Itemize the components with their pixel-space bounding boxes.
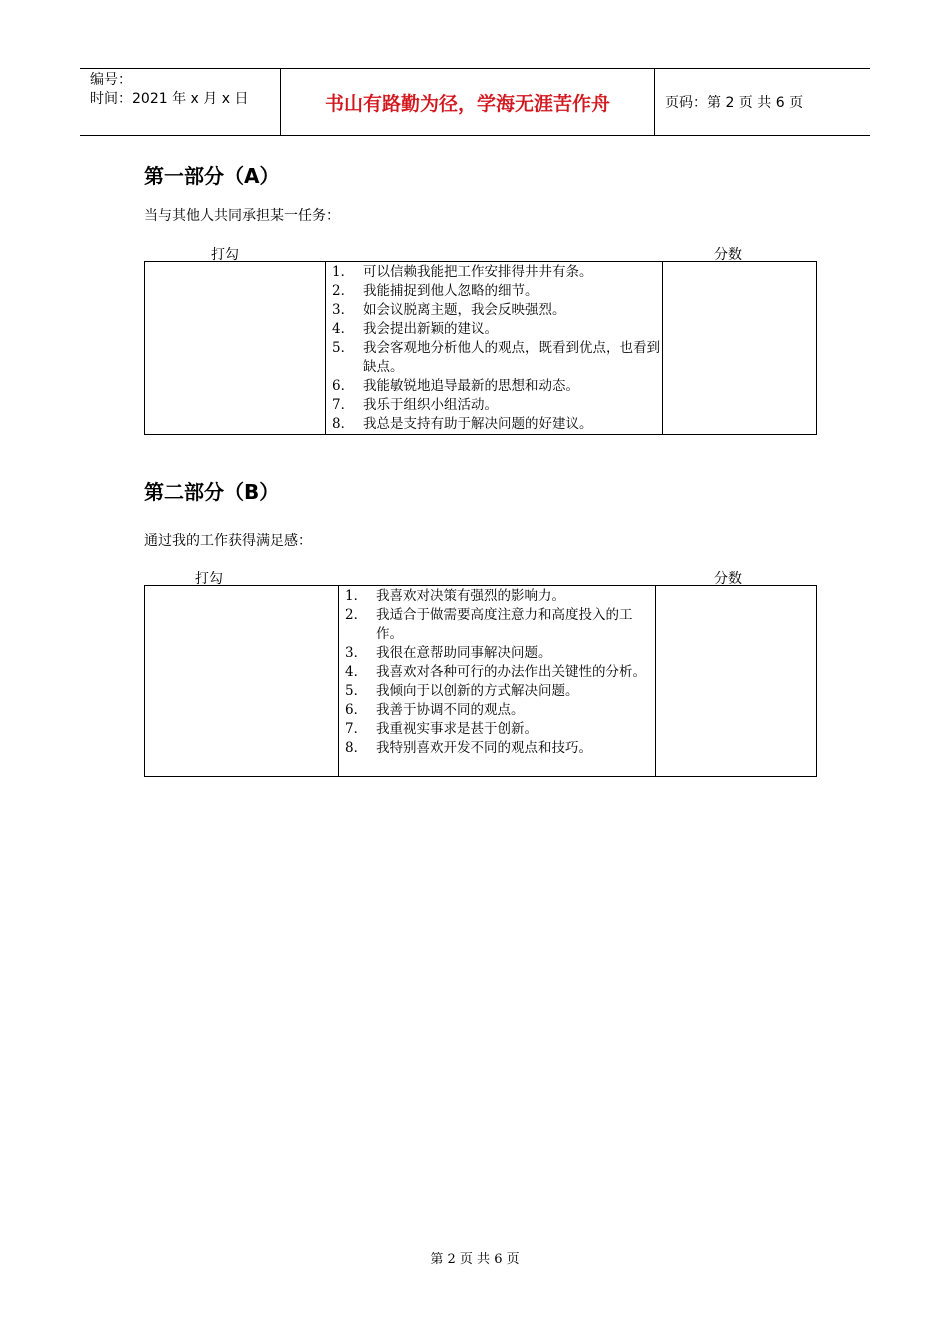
part-a-statement-list [332,263,662,434]
list-item [332,263,662,282]
list-item [345,606,655,644]
part-a-table [144,261,817,435]
item-number: 1． [345,588,368,604]
list-item [332,320,662,339]
item-number: 3． [345,645,368,661]
item-text: 我总是支持有助于解决问题的好建议。 [363,416,593,432]
list-item [345,739,655,758]
item-number: 2． [332,283,355,299]
list-item [332,415,662,434]
part-b-score-column-label: 分数 [714,571,742,587]
item-number: 1． [332,264,355,280]
item-number: 4． [345,664,368,680]
item-number: 8． [345,740,368,756]
item-text: 我能敏锐地追导最新的思想和动态。 [363,378,579,394]
item-text: 我很在意帮助同事解决问题。 [376,645,552,661]
table-row [145,586,817,777]
item-number: 6． [345,702,368,718]
list-item [345,663,655,682]
part-b-intro: 通过我的工作获得满足感： [144,533,312,549]
part-a-intro: 当与其他人共同承担某一任务： [144,208,340,224]
item-number: 2． [345,607,368,623]
header-motto: 书山有路勤为径，学海无涯苦作舟 [281,69,655,135]
item-text: 我特别喜欢开发不同的观点和技巧。 [376,740,592,756]
list-item [332,301,662,320]
page-footer: 第 2 页 共 6 页 [430,1252,520,1267]
part-b-check-column-label: 打勾 [195,571,223,587]
part-b-items-cell [339,586,656,777]
list-item [345,644,655,663]
page-header [80,68,870,136]
part-a-score-column-label: 分数 [714,247,742,263]
item-text: 我重视实事求是甚于创新。 [376,721,538,737]
item-text: 我会提出新颖的建议。 [363,321,498,337]
list-item [345,682,655,701]
part-b-table [144,585,817,777]
list-item [345,701,655,720]
list-item [345,720,655,739]
part-b-title: 第二部分（B） [144,480,280,504]
part-a-check-column-label: 打勾 [211,247,239,263]
part-a-title: 第一部分（A） [144,164,280,188]
document-number-label: 编号： [90,72,132,88]
item-text: 我善于协调不同的观点。 [376,702,525,718]
list-item [332,339,662,377]
document-date: 时间：2021 年 x 月 x 日 [90,91,249,107]
list-item [332,396,662,415]
part-b-statement-list [345,587,655,758]
item-text: 我喜欢对各种可行的办法作出关键性的分析。 [376,664,646,680]
header-meta [80,69,281,135]
part-a-check-cell[interactable] [145,262,326,435]
item-number: 6． [332,378,355,394]
item-number: 3． [332,302,355,318]
item-number: 5． [345,683,368,699]
item-text: 我适合于做需要高度注意力和高度投入的工作。 [376,607,633,642]
item-number: 5． [332,340,355,356]
item-number: 8． [332,416,355,432]
item-text: 可以信赖我能把工作安排得井井有条。 [363,264,593,280]
part-a-score-cell[interactable] [663,262,817,435]
part-a-items-cell [326,262,663,435]
item-text: 如会议脱离主题，我会反映强烈。 [363,302,566,318]
item-text: 我喜欢对决策有强烈的影响力。 [376,588,565,604]
item-text: 我乐于组织小组活动。 [363,397,498,413]
item-number: 7． [332,397,355,413]
item-text: 我会客观地分析他人的观点，既看到优点，也看到缺点。 [363,340,660,375]
list-item [332,377,662,396]
list-item [345,587,655,606]
item-number: 4． [332,321,355,337]
table-row [145,262,817,435]
header-page-indicator: 页码：第 2 页 共 6 页 [665,95,804,111]
part-b-score-cell[interactable] [656,586,817,777]
item-number: 7． [345,721,368,737]
list-item [332,282,662,301]
item-text: 我倾向于以创新的方式解决问题。 [376,683,579,699]
item-text: 我能捕捉到他人忽略的细节。 [363,283,539,299]
part-b-check-cell[interactable] [145,586,339,777]
